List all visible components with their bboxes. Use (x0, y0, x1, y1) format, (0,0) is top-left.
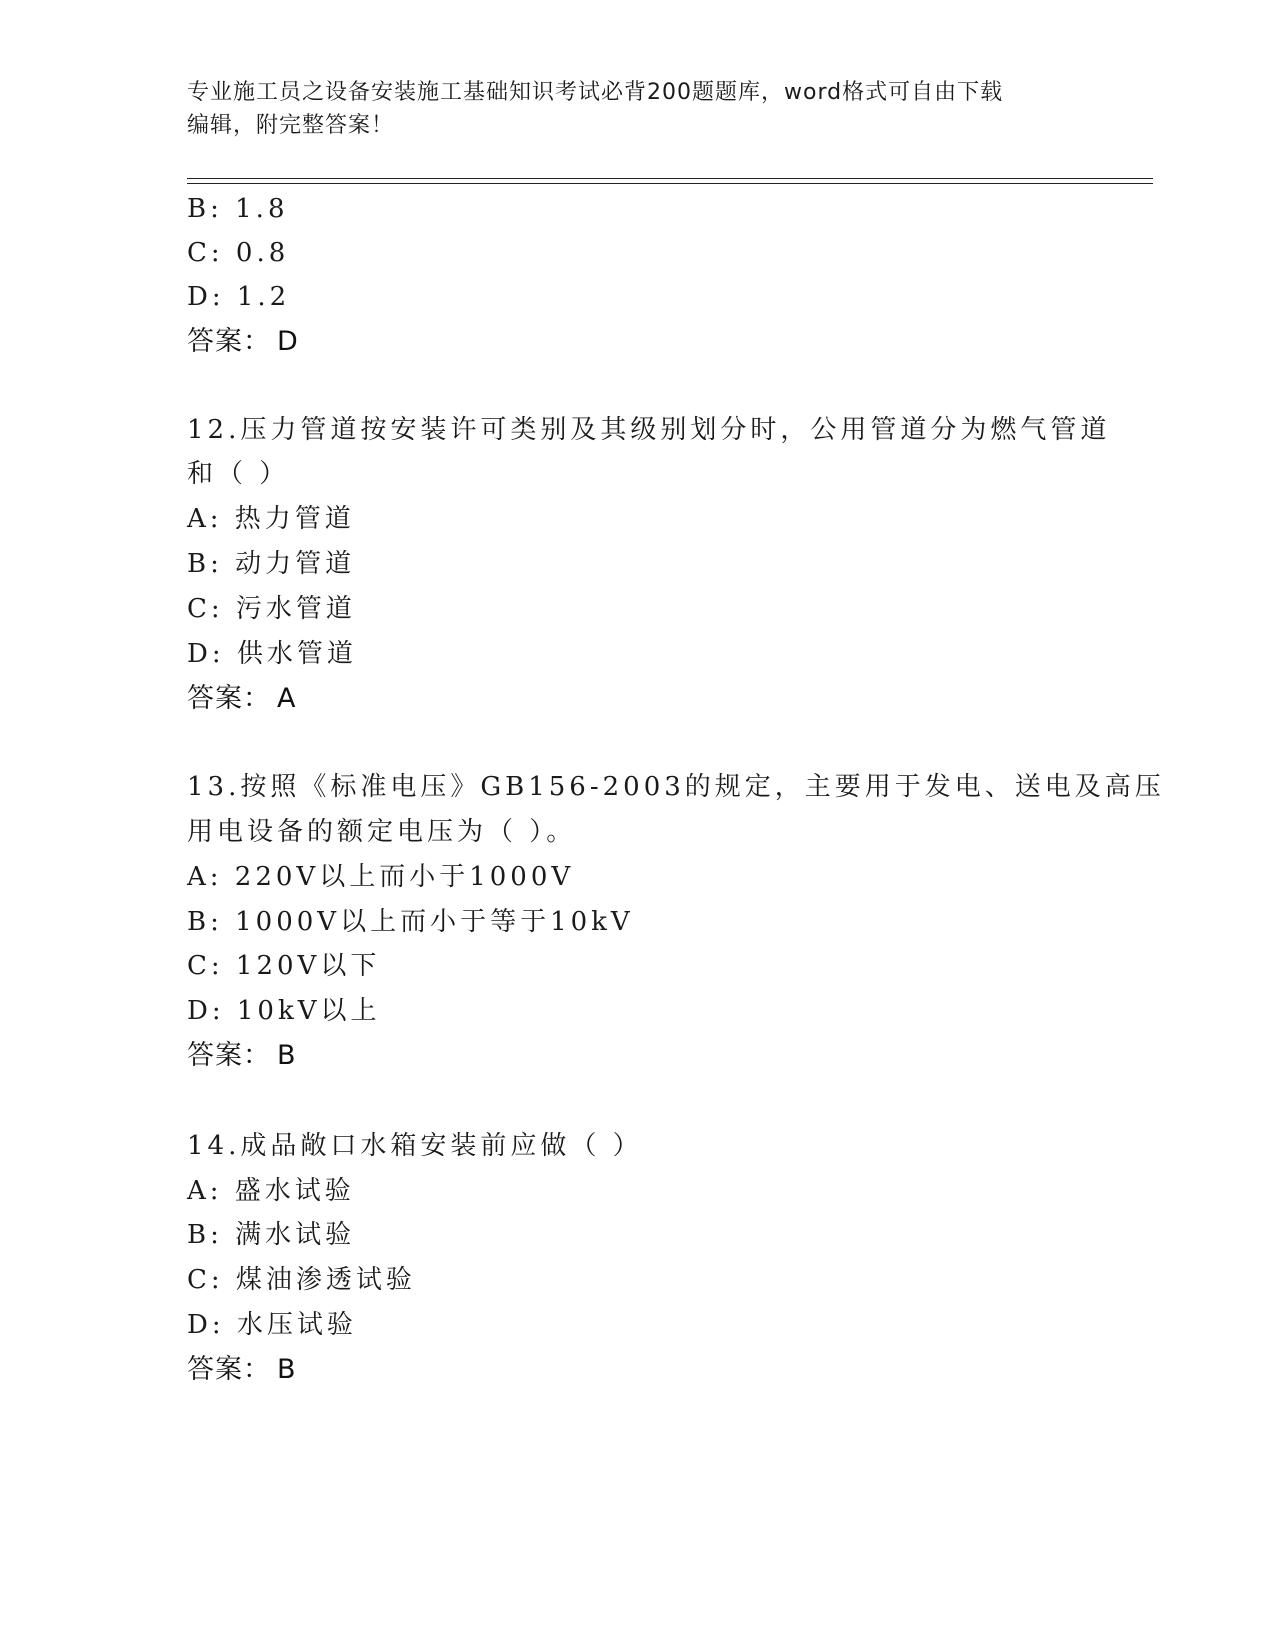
question-12-stem: 12.压力管道按安装许可类别及其级别划分时，公用管道分为燃气管道 (187, 415, 1111, 445)
header-divider-bottom (187, 183, 1153, 184)
question-12-stem-cont: 和（ ） (187, 459, 290, 489)
header-title-line2: 编辑，附完整答案！ (187, 113, 395, 138)
answer-label: 答案： (187, 683, 271, 714)
answer-label: 答案： (187, 326, 271, 357)
header-divider-top (187, 178, 1153, 179)
answer-value: B (277, 1040, 297, 1071)
question-13-option-d: D: 10kV以上 (187, 996, 381, 1026)
answer-line (187, 325, 299, 359)
question-12-option-b: B: 动力管道 (187, 549, 356, 579)
question-14-option-d: D: 水压试验 (187, 1310, 357, 1340)
question-12-answer (187, 682, 296, 716)
answer-label: 答案： (187, 1354, 271, 1385)
document-header (187, 76, 1067, 142)
question-14-option-c: C: 煤油渗透试验 (187, 1265, 416, 1295)
header-title-line1: 专业施工员之设备安装施工基础知识考试必背200题题库，word格式可自由下载 (187, 80, 1004, 105)
answer-value: B (277, 1354, 297, 1385)
question-14-stem: 14.成品敞口水箱安装前应做（ ） (187, 1131, 643, 1161)
answer-value: A (277, 683, 297, 714)
question-12-option-d: D: 供水管道 (187, 639, 357, 669)
option-c: C: 0.8 (187, 238, 290, 268)
option-d: D: 1.2 (187, 282, 291, 312)
question-13-option-a: A: 220V以上而小于1000V (187, 862, 575, 892)
question-13-option-c: C: 120V以下 (187, 951, 381, 981)
question-12-option-c: C: 污水管道 (187, 594, 356, 624)
question-14-option-a: A: 盛水试验 (187, 1176, 355, 1206)
question-13-stem: 13.按照《标准电压》GB156-2003的规定，主要用于发电、送电及高压 (187, 772, 1165, 802)
answer-value: D (277, 326, 299, 357)
question-13-answer (187, 1039, 297, 1073)
question-13-stem-cont: 用电设备的额定电压为（ ）。 (187, 817, 577, 847)
question-14-answer (187, 1353, 297, 1387)
question-14-option-b: B: 满水试验 (187, 1220, 356, 1250)
question-13-option-b: B: 1000V以上而小于等于10kV (187, 907, 634, 937)
answer-label: 答案： (187, 1040, 271, 1071)
question-12-option-a: A: 热力管道 (187, 504, 355, 534)
option-b: B: 1.8 (187, 194, 289, 224)
